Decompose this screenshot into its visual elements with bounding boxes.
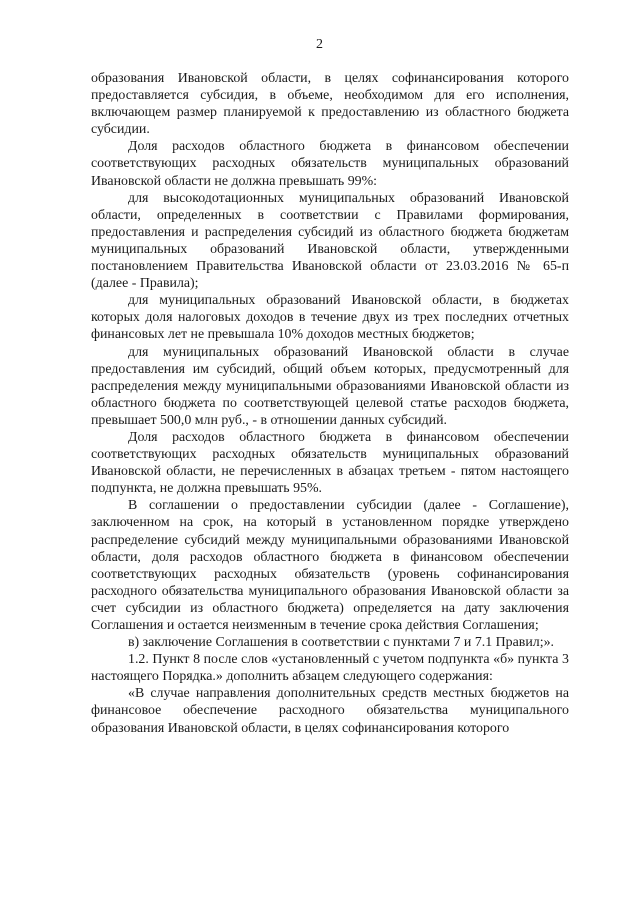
paragraph-budget-share-99: Доля расходов областного бюджета в финансовом обеспечении соответствующих расходных обязательств муниципальных образований Ивановской области не должна превышать 99%: (91, 139, 569, 189)
paragraph-agreement-conclusion: в) заключение Соглашения в соответствии с пунктами 7 и 7.1 Правил;». (128, 635, 554, 651)
paragraph-subsidy-volume: для муниципальных образований Ивановской области в случае предоставления им субсидий, общий объем которых, предусмотренный для распределения между муниципальными образованиями Ивановской области из областного бюджета по соответствующей целевой статье расходов бюджета, превышает 500,0 млн руб., - в отношении данных субсидий. (91, 344, 569, 428)
page-number: 2 (316, 37, 323, 52)
paragraph-continuation: образования Ивановской области, в целях софинансирования которого предоставляется субсидия, в объеме, необходимом для его исполнения, включающем размер планируемой к предоставлению из областного бюджета субсидии. (91, 71, 569, 138)
paragraph-item-1-2: 1.2. Пункт 8 после слов «установленный с учетом подпункта «б» пункта 3 настоящего Порядка.» дополнить абзацем следующего содержания: (91, 652, 569, 685)
paragraph-agreement: В соглашении о предоставлении субсидии (далее - Соглашение), заключенном на срок, на который в установленном порядке утверждено распределение субсидий между муниципальными образованиями Ивановской области, доля расходов областного бюджета в финансовом обеспечении соответствующих расходных обязательств (уровень софинансирования расходного обязательства муниципального образования Ивановской области за счет субсидии из областного бюджета) определяется на дату заключения Соглашения и остается неизменным в течение срока действия Соглашения; (91, 498, 569, 633)
paragraph-budget-share-95: Доля расходов областного бюджета в финансовом обеспечении соответствующих расходных обязательств муниципальных образований Ивановской области, не перечисленных в абзацах третьем - пятом настоящего подпункта, не должна превышать 95%. (91, 429, 569, 497)
paragraph-tax-revenue-share: для муниципальных образований Ивановской области, в бюджетах которых доля налоговых доходов в течение двух из трех последних отчетных финансовых лет не превышала 10% доходов местных бюджетов; (91, 293, 569, 343)
document-body (91, 70, 569, 737)
paragraph-high-subsidy-municipalities: для высокодотационных муниципальных образований Ивановской области, определенных в соответствии с Правилами формирования, предоставления и распределения субсидий из областного бюджета бюджетам муниципальных образований Ивановской области, утвержденными постановлением Правительства Ивановской области от 23.03.2016 № 65-п (далее - Правила); (91, 190, 569, 292)
paragraph-additional-funds: «В случае направления дополнительных средств местных бюджетов на финансовое обеспечение расходного обязательства муниципального образования Ивановской области, в целях софинансирования которого (91, 686, 569, 736)
